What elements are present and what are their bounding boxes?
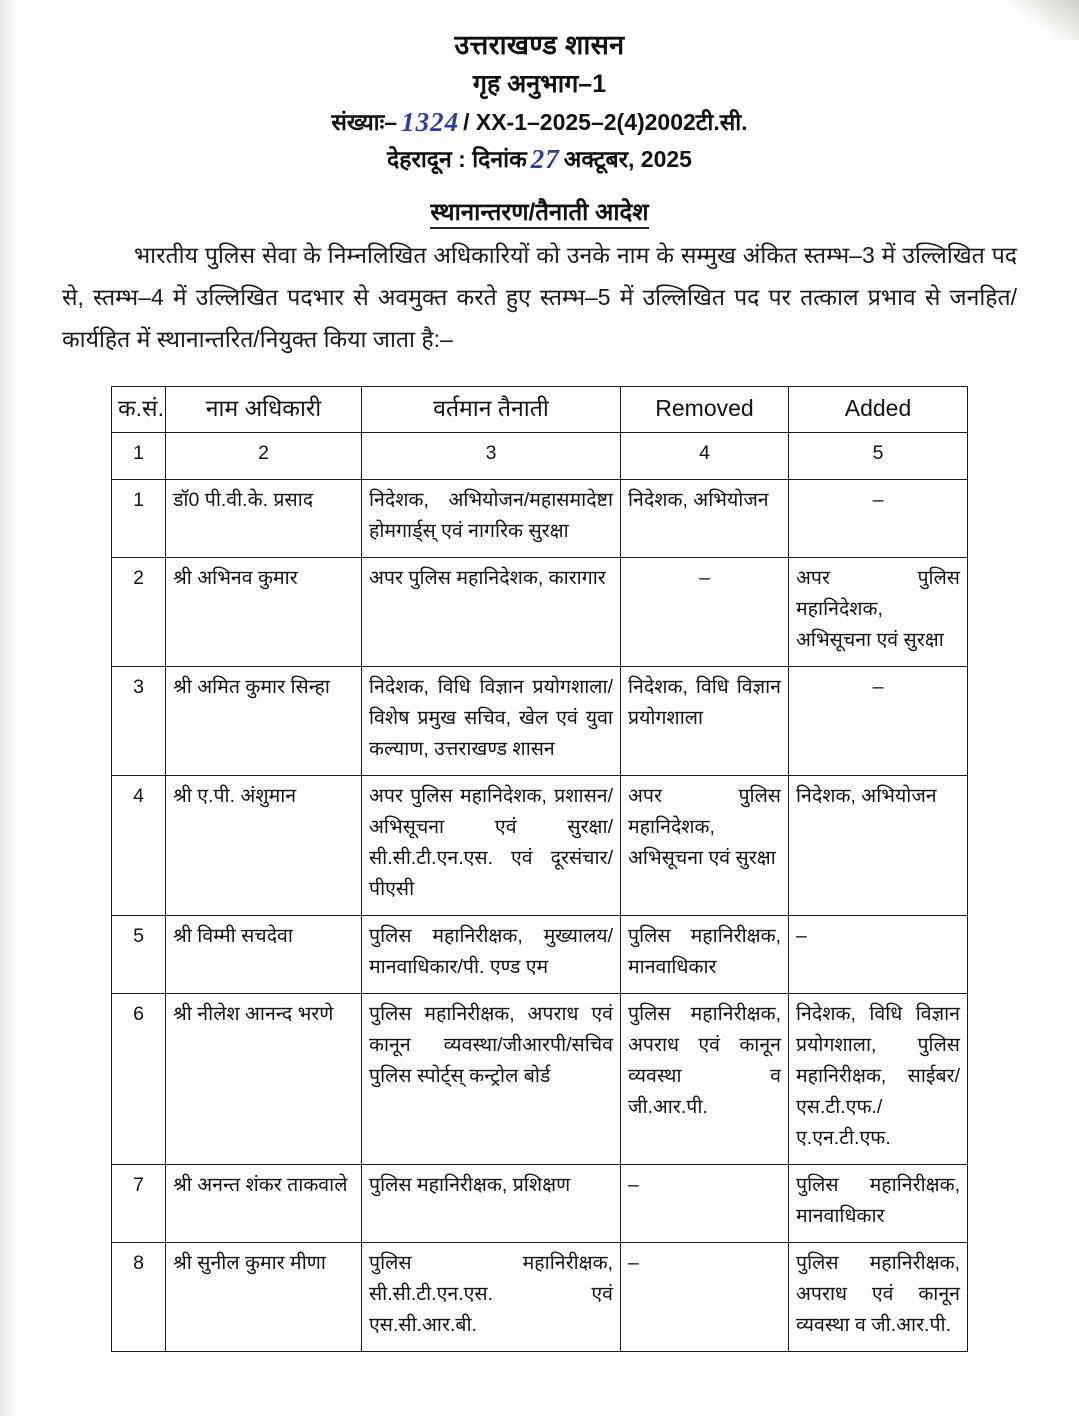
cell-current: पुलिस महानिरीक्षक, मुख्यालय/मानवाधिकार/पी. एण्ड एम (362, 916, 621, 994)
cell-added: – (789, 916, 968, 994)
table-row (112, 480, 968, 558)
cell-name: श्री सुनील कुमार मीणा (166, 1243, 362, 1352)
cell-name: श्री अनन्त शंकर ताकवाले (166, 1165, 362, 1243)
date-handwritten: 27 (530, 144, 560, 174)
cell-added: – (789, 480, 968, 558)
cell-added: निदेशक, अभियोजन (789, 776, 968, 916)
table-row (112, 916, 968, 994)
column-number-4: 4 (621, 433, 789, 480)
place-and-date-label: देहरादून : दिनांक (387, 146, 527, 172)
cell-current: पुलिस महानिरीक्षक, प्रशिक्षण (362, 1165, 621, 1243)
table-row (112, 1243, 968, 1352)
column-number-2: 2 (166, 433, 362, 480)
table-header-row (112, 387, 968, 433)
column-number-3: 3 (362, 433, 621, 480)
cell-removed: पुलिस महानिरीक्षक, मानवाधिकार (621, 916, 789, 994)
cell-serial: 3 (112, 667, 166, 776)
cell-removed: निदेशक, अभियोजन (621, 480, 789, 558)
date-rest: अक्टूबर, 2025 (563, 146, 692, 172)
column-header-removed: Removed (621, 387, 789, 433)
cell-current: अपर पुलिस महानिदेशक, प्रशासन/अभिसूचना एवं सुरक्षा/सी.सी.टी.एन.एस. एवं दूरसंचार/पीएसी (362, 776, 621, 916)
cell-name: श्री ए.पी. अंशुमान (166, 776, 362, 916)
cell-current: निदेशक, विधि विज्ञान प्रयोगशाला/विशेष प्रमुख सचिव, खेल एवं युवा कल्याण, उत्तराखण्ड शासन (362, 667, 621, 776)
column-header-current: वर्तमान तैनाती (362, 387, 621, 433)
department-title: गृह अनुभाग–1 (472, 70, 607, 98)
cell-name: डॉ0 पी.वी.के. प्रसाद (166, 480, 362, 558)
cell-removed: – (621, 1243, 789, 1352)
cell-added: पुलिस महानिरीक्षक, मानवाधिकार (789, 1165, 968, 1243)
order-number-handwritten: 1324 (401, 107, 460, 137)
order-number-line (0, 103, 1079, 140)
table-column-number-row (112, 433, 968, 480)
transfer-order-table (111, 386, 968, 1352)
order-number-suffix: / XX-1–2025–2(4)2002टी.सी. (463, 109, 748, 135)
table-row (112, 667, 968, 776)
table-row (112, 558, 968, 667)
cell-serial: 8 (112, 1243, 166, 1352)
date-line (0, 140, 1079, 177)
cell-current: पुलिस महानिरीक्षक, सी.सी.टी.एन.एस. एवं एस.सी.आर.बी. (362, 1243, 621, 1352)
cell-removed: – (621, 558, 789, 667)
column-header-serial: क.सं. (112, 387, 166, 433)
cell-removed: – (621, 1165, 789, 1243)
table-row (112, 1165, 968, 1243)
cell-removed: अपर पुलिस महानिदेशक, अभिसूचना एवं सुरक्षा (621, 776, 789, 916)
cell-added: – (789, 667, 968, 776)
cell-removed: पुलिस महानिरीक्षक, अपराध एवं कानून व्यवस्था व जी.आर.पी. (621, 994, 789, 1165)
document-subject-text: स्थानान्तरण/तैनाती आदेश (430, 199, 648, 229)
cell-added: निदेशक, विधि विज्ञान प्रयोगशाला, पुलिस महानिरीक्षक, साईबर/एस.टी.एफ./ए.एन.टी.एफ. (789, 994, 968, 1165)
table-body (112, 480, 968, 1352)
document-subject (0, 195, 1079, 228)
cell-current: पुलिस महानिरीक्षक, अपराध एवं कानून व्यवस्था/जीआरपी/सचिव पुलिस स्पोर्ट्स् कन्ट्रोल बोर्ड (362, 994, 621, 1165)
cell-name: श्री विम्मी सचदेवा (166, 916, 362, 994)
cell-added: पुलिस महानिरीक्षक, अपराध एवं कानून व्यवस्था व जी.आर.पी. (789, 1243, 968, 1352)
cell-current: अपर पुलिस महानिदेशक, कारागार (362, 558, 621, 667)
table-row (112, 776, 968, 916)
cell-name: श्री अमित कुमार सिन्हा (166, 667, 362, 776)
document-header (0, 0, 1079, 177)
cell-serial: 4 (112, 776, 166, 916)
column-number-5: 5 (789, 433, 968, 480)
cell-current: निदेशक, अभियोजन/महासमादेष्टा होमगार्ड्स् एवं नागरिक सुरक्षा (362, 480, 621, 558)
cell-serial: 6 (112, 994, 166, 1165)
table-row (112, 994, 968, 1165)
government-title: उत्तराखण्ड शासन (454, 30, 625, 60)
cell-serial: 5 (112, 916, 166, 994)
column-number-1: 1 (112, 433, 166, 480)
cell-serial: 2 (112, 558, 166, 667)
cell-serial: 1 (112, 480, 166, 558)
column-header-name: नाम अधिकारी (166, 387, 362, 433)
document-body-paragraph: भारतीय पुलिस सेवा के निम्नलिखित अधिकारियों को उनके नाम के सम्मुख अंकित स्तम्भ–3 में उल्लिखित पद से, स्तम्भ–4 में उल्लिखित पदभार से अवमुक्त करते हुए स्तम्भ–5 में उल्लिखित पद पर तत्काल प्रभाव से जनहित/कार्यहित में स्थानान्तरित/नियुक्त किया जाता है:– (62, 242, 1017, 352)
cell-added: अपर पुलिस महानिदेशक, अभिसूचना एवं सुरक्षा (789, 558, 968, 667)
cell-name: श्री नीलेश आनन्द भरणे (166, 994, 362, 1165)
cell-removed: निदेशक, विधि विज्ञान प्रयोगशाला (621, 667, 789, 776)
order-number-label: संख्याः– (331, 109, 398, 135)
column-header-added: Added (789, 387, 968, 433)
cell-serial: 7 (112, 1165, 166, 1243)
cell-name: श्री अभिनव कुमार (166, 558, 362, 667)
